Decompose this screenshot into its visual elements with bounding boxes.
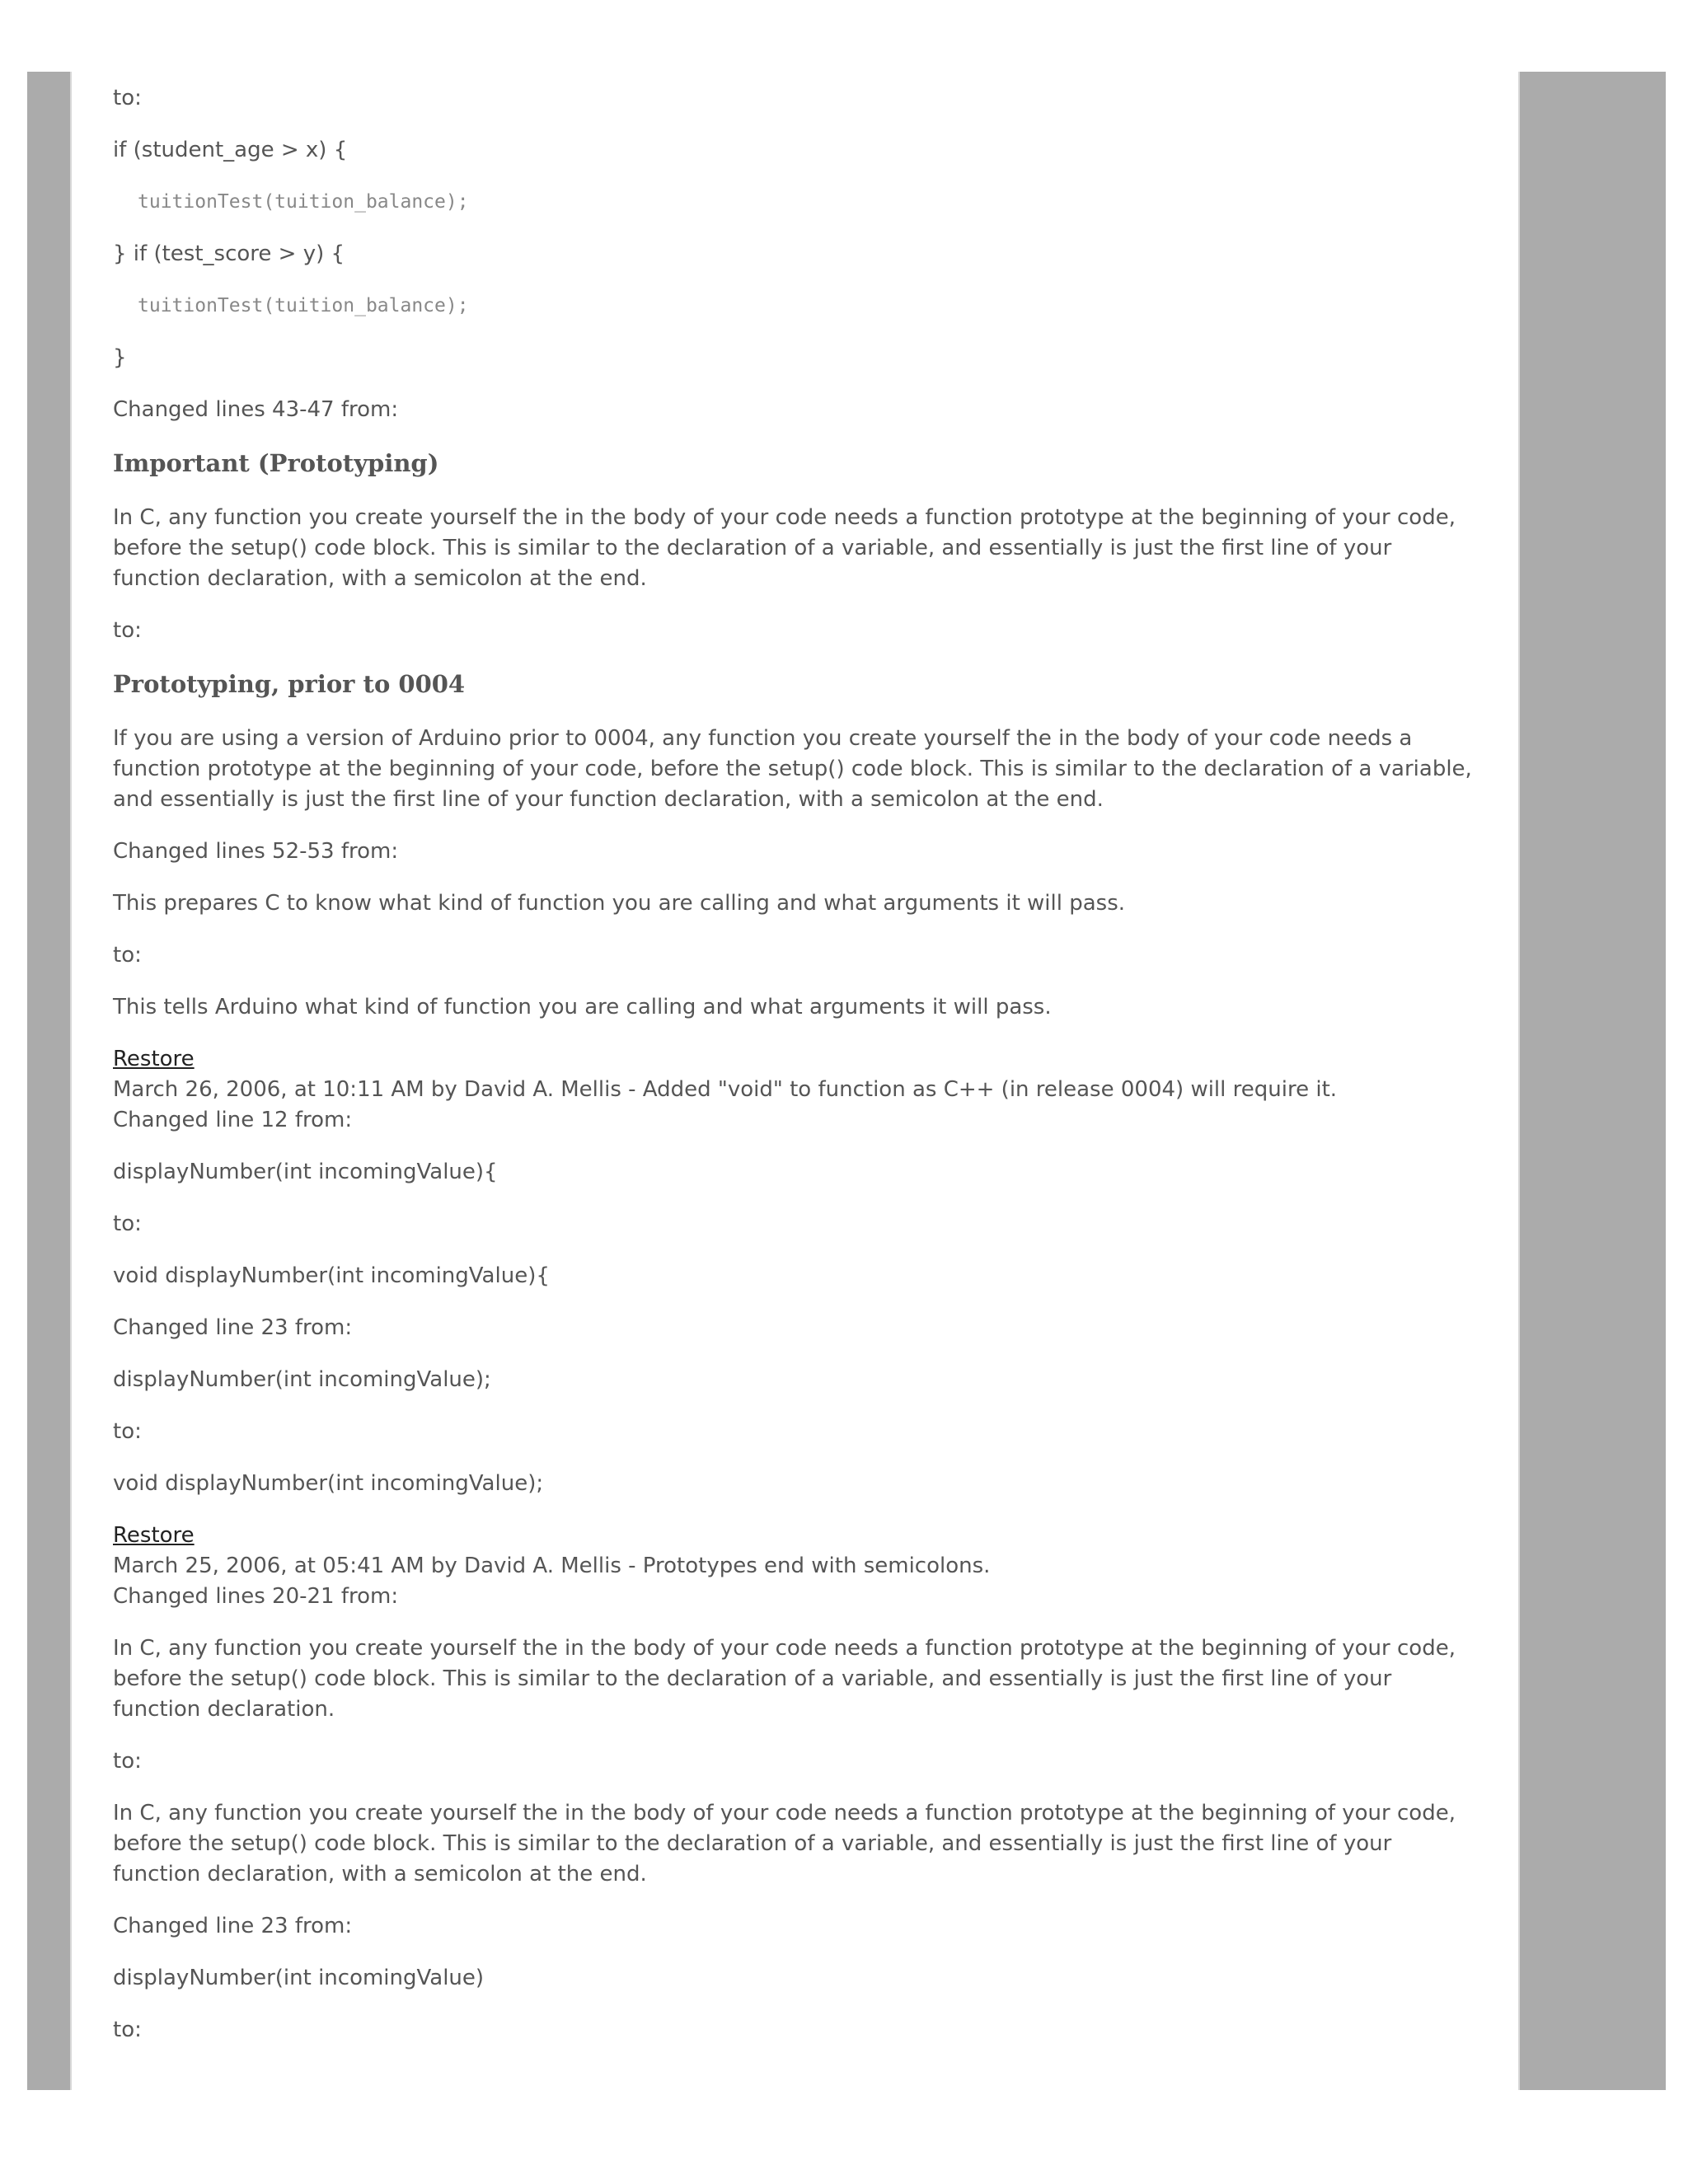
diff-text: void displayNumber(int incomingValue); <box>113 1471 544 1496</box>
revision-change-line: Changed line 12 from: <box>113 1108 353 1132</box>
diff-text: to: <box>113 1212 142 1236</box>
diff-paragraph: If you are using a version of Arduino prior to 0004, any function you create yourself the in the body of your code needs a function prototype at the beginning of your code, before the setup() code block. This is similar to the declaration of a variable, and essentially is just the first line of your function declaration, with a semicolon at the end. <box>113 726 1472 812</box>
code-line: tuitionTest(tuition_balance); <box>138 295 469 316</box>
left-margin-bar <box>27 72 72 2090</box>
diff-text: Changed line 23 from: <box>113 1315 353 1340</box>
restore-link[interactable]: Restore <box>113 1523 195 1548</box>
diff-text: Changed line 23 from: <box>113 1914 353 1938</box>
diff-paragraph: In C, any function you create yourself the in the body of your code needs a function prototype at the beginning of your code, before the setup() code block. This is similar to the declaration of a variable, and essentially is just the first line of your function declaration, with a semicolon at the end. <box>113 505 1456 591</box>
diff-text: to: <box>113 1749 142 1774</box>
diff-text: if (student_age > x) { <box>113 138 348 162</box>
diff-text: to: <box>113 1419 142 1444</box>
diff-text: Changed lines 52-53 from: <box>113 839 399 864</box>
restore-link[interactable]: Restore <box>113 1047 195 1071</box>
diff-text: to: <box>113 618 142 643</box>
diff-text: void displayNumber(int incomingValue){ <box>113 1263 550 1288</box>
revision-entry <box>113 1044 1473 1136</box>
diff-text: to: <box>113 86 142 110</box>
diff-text: } <box>113 345 127 370</box>
diff-text: to: <box>113 943 142 968</box>
section-heading: Prototyping, prior to 0004 <box>113 670 466 698</box>
revision-summary: March 25, 2006, at 05:41 AM by David A. Mellis - Prototypes end with semicolons. <box>113 1554 991 1578</box>
revision-summary: March 26, 2006, at 10:11 AM by David A. Mellis - Added "void" to function as C++ (in release 0004) will require it. <box>113 1077 1338 1102</box>
diff-text: displayNumber(int incomingValue) <box>113 1966 485 1990</box>
diff-text: } if (test_score > y) { <box>113 241 345 266</box>
right-margin-bar <box>1518 72 1666 2090</box>
diff-text: displayNumber(int incomingValue); <box>113 1367 491 1392</box>
diff-paragraph: In C, any function you create yourself the in the body of your code needs a function prototype at the beginning of your code, before the setup() code block. This is similar to the declaration of a variable, and essentially is just the first line of your function declaration, with a semicolon at the end. <box>113 1801 1456 1886</box>
section-heading: Important (Prototyping) <box>113 449 439 477</box>
revision-entry <box>113 1521 1473 1612</box>
diff-text: displayNumber(int incomingValue){ <box>113 1160 498 1184</box>
code-line: tuitionTest(tuition_balance); <box>138 191 469 213</box>
diff-text: Changed lines 43-47 from: <box>113 397 399 422</box>
diff-text: This tells Arduino what kind of function you are calling and what arguments it will pass. <box>113 995 1052 1019</box>
diff-text: to: <box>113 2018 142 2042</box>
diff-text: This prepares C to know what kind of function you are calling and what arguments it will pass. <box>113 891 1126 916</box>
diff-paragraph: In C, any function you create yourself the in the body of your code needs a function prototype at the beginning of your code, before the setup() code block. This is similar to the declaration of a variable, and essentially is just the first line of your function declaration. <box>113 1636 1456 1722</box>
page-content <box>113 83 1473 2067</box>
revision-change-line: Changed lines 20-21 from: <box>113 1584 399 1609</box>
